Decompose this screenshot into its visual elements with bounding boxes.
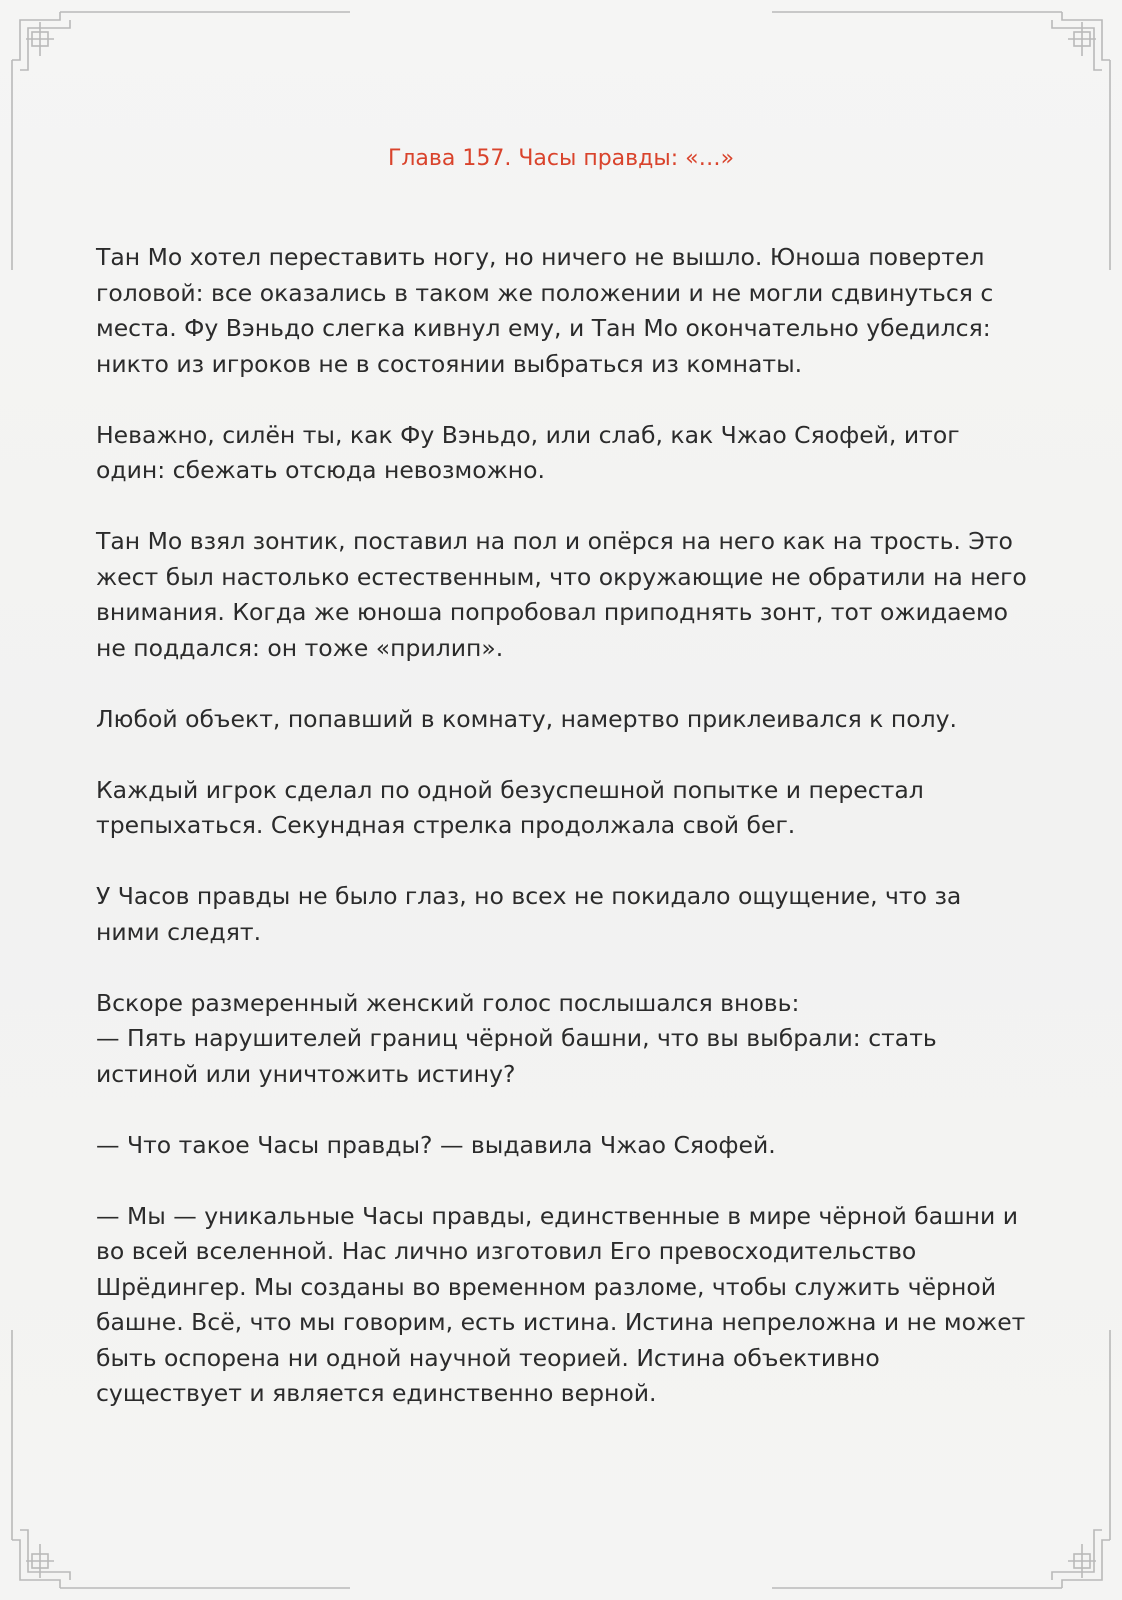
paragraph: Неважно, силён ты, как Фу Вэньдо, или слаб, как Чжао Сяофей, итог один: сбежать отсюда невозможно. [96, 420, 960, 484]
paragraph: У Часов правды не было глаз, но всех не покидало ощущение, что за ними следят. [96, 882, 962, 946]
paragraph: — Мы — уникальные Часы правды, единственные в мире чёрной башни и во всей вселенной. Нас лично изготовил Его превосходительство Шрёдингер. Мы созданы во временном разломе, чтобы служить чёрной башне. Всё, что мы говорим, есть истина. Истина непреложна и не может быть оспорена ни одной научной теорией. Истина объективно существует и является единственно верной. [96, 1201, 1026, 1407]
paragraph: — Что такое Часы правды? — выдавила Чжао Сяофей. [96, 1130, 776, 1159]
paragraph: Тан Мо хотел переставить ногу, но ничего не вышло. Юноша повертел головой: все оказались в таком же положении и не могли сдвинуться с места. Фу Вэньдо слегка кивнул ему, и Тан Мо окончательно убедился: никто из игроков не в состоянии выбраться из комнаты. [96, 243, 994, 378]
chapter-body [96, 240, 1031, 1447]
corner-ornament-top-left [12, 12, 350, 270]
corner-ornament-top-right [772, 12, 1110, 270]
paragraph: Тан Мо взял зонтик, поставил на пол и опёрся на него как на трость. Это жест был настолько естественным, что окружающие не обратили на него внимания. Когда же юноша попробовал приподнять зонт, тот ожидаемо не поддался: он тоже «прилип». [96, 527, 1027, 662]
paragraph: Вскоре размеренный женский голос послышался вновь: — Пять нарушителей границ чёрной башни, что вы выбрали: стать истиной или уничтожить истину? [96, 988, 937, 1088]
chapter-title: Глава 157. Часы правды: «…» [387, 146, 735, 171]
paragraph: Любой объект, попавший в комнату, намертво приклеивался к полу. [96, 704, 957, 733]
paragraph: Каждый игрок сделал по одной безуспешной попытке и перестал трепыхаться. Секундная стрелка продолжала свой бег. [96, 775, 924, 839]
